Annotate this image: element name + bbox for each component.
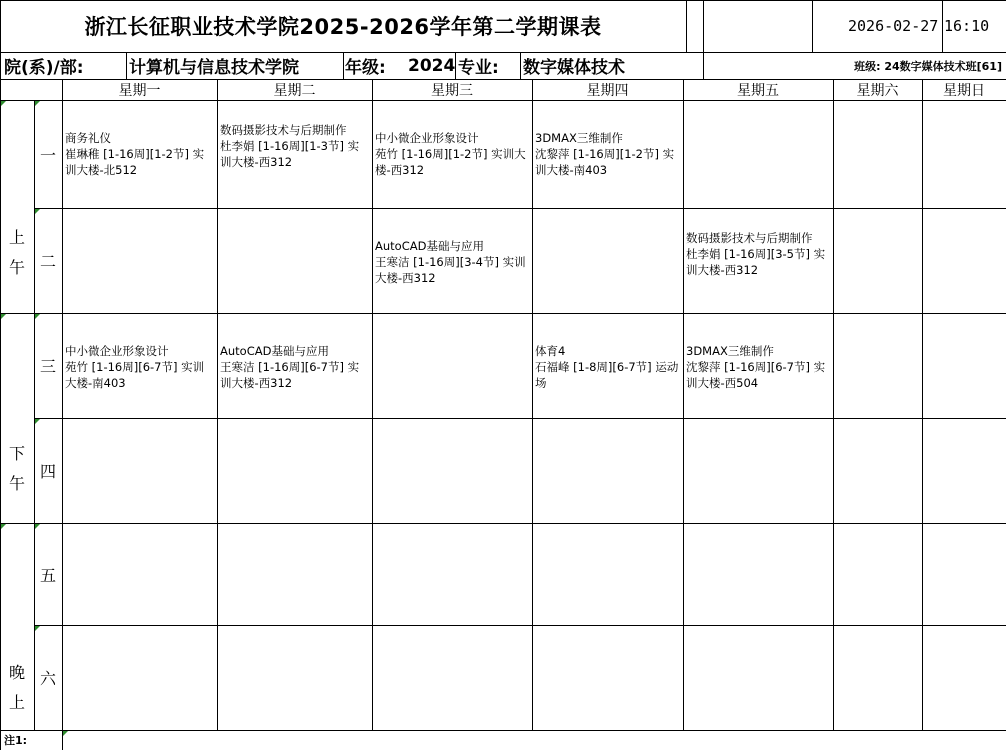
comment-marker <box>35 419 40 424</box>
day-header-tue: 星期二 <box>273 82 316 99</box>
course-cell-p1-tue: 数码摄影技术与后期制作 杜李娟 [1-16周][1-3节] 实训大楼-西312 <box>220 123 360 169</box>
grid-line <box>812 0 813 52</box>
grade-label: 年级: <box>345 58 386 78</box>
grid-line <box>703 0 704 79</box>
grid-line <box>455 52 456 79</box>
grid-line <box>34 100 35 730</box>
course-cell-p1-thu: 3DMAX三维制作 沈黎萍 [1-16周][1-2节] 实训大楼-南403 <box>535 131 675 177</box>
grid-line <box>0 52 1006 53</box>
grid-line <box>0 79 1006 80</box>
comment-marker <box>1 101 6 106</box>
comment-marker <box>35 524 40 529</box>
grid-line <box>0 0 1 750</box>
grid-line <box>686 0 687 52</box>
grid-line <box>942 0 943 52</box>
grid-line <box>922 79 923 730</box>
grid-line <box>126 52 127 79</box>
note-label: 注1: <box>4 734 28 747</box>
course-cell-p2-fri: 数码摄影技术与后期制作 杜李娟 [1-16周][3-5节] 实训大楼-西312 <box>686 231 826 277</box>
grid-line <box>0 100 1006 101</box>
day-header-sun: 星期日 <box>943 82 985 99</box>
course-cell-p3-mon: 中小微企业形象设计 苑竹 [1-16周][6-7节] 实训大楼-南403 <box>65 344 205 390</box>
grid-line <box>520 52 521 79</box>
comment-marker <box>1 524 6 529</box>
comment-marker <box>1 314 6 319</box>
segment-morning <box>0 208 34 298</box>
day-header-fri: 星期五 <box>737 82 779 99</box>
comment-marker <box>63 731 68 736</box>
course-cell-p2-wed: AutoCAD基础与应用 王寒洁 [1-16周][3-4节] 实训大楼-西312 <box>375 239 526 285</box>
page-title: 浙江长征职业技术学院2025-2026学年第二学期课表 <box>84 15 602 39</box>
grid-line <box>683 79 684 730</box>
day-header-sat: 星期六 <box>856 82 899 99</box>
segment-evening-char-2: 上 <box>8 693 25 712</box>
grid-line <box>34 208 1006 209</box>
grid-line <box>833 79 834 730</box>
period-label-3: 三 <box>39 357 56 376</box>
course-cell-p3-fri: 3DMAX三维制作 沈黎萍 [1-16周][6-7节] 实训大楼-西504 <box>686 344 826 390</box>
segment-evening <box>0 643 34 733</box>
grid-line <box>343 52 344 79</box>
segment-afternoon-char-1: 下 <box>8 444 25 463</box>
period-label-1: 一 <box>39 145 56 165</box>
day-header-thu: 星期四 <box>586 82 629 99</box>
grid-line <box>0 0 1006 1</box>
course-cell-p3-thu: 体育4 石福峰 [1-8周][6-7节] 运动场 <box>535 344 679 390</box>
class-info: 班级: 24数字媒体技术班[61] <box>854 59 1002 73</box>
print-date: 2026-02-27 <box>848 17 939 35</box>
day-header-mon: 星期一 <box>118 82 161 99</box>
major-value: 数字媒体技术 <box>523 58 625 78</box>
grid-line <box>217 79 218 730</box>
segment-afternoon <box>0 424 34 514</box>
comment-marker <box>35 209 40 214</box>
period-label-5: 五 <box>39 565 56 585</box>
period-label-2: 二 <box>39 252 56 271</box>
grid-line <box>0 313 1006 314</box>
grid-line <box>0 523 1006 524</box>
segment-afternoon-char-2: 午 <box>8 474 25 493</box>
grid-line <box>34 625 1006 626</box>
major-label: 专业: <box>458 58 499 78</box>
grid-line <box>532 79 533 730</box>
segment-morning-char-1: 上 <box>8 228 25 247</box>
segment-evening-char-1: 晚 <box>8 663 25 682</box>
course-cell-p1-mon: 商务礼仪 崔琳稚 [1-16周][1-2节] 实训大楼-北512 <box>65 131 205 177</box>
print-time: 16:10 <box>944 17 990 35</box>
grid-line <box>0 730 1006 731</box>
comment-marker <box>35 314 40 319</box>
dept-value: 计算机与信息技术学院 <box>129 58 299 78</box>
course-cell-p1-wed: 中小微企业形象设计 苑竹 [1-16周][1-2节] 实训大楼-西312 <box>375 131 526 177</box>
period-label-4: 四 <box>39 462 56 481</box>
day-header-wed: 星期三 <box>431 82 473 99</box>
comment-marker <box>35 101 40 106</box>
dept-label: 院(系)/部: <box>4 58 84 78</box>
period-label-6: 六 <box>39 669 56 688</box>
course-cell-p3-tue: AutoCAD基础与应用 王寒洁 [1-16周][6-7节] 实训大楼-西312 <box>220 344 360 390</box>
grid-line <box>372 79 373 730</box>
grid-line <box>62 79 63 750</box>
grid-line <box>34 418 1006 419</box>
comment-marker <box>35 626 40 631</box>
segment-morning-char-2: 午 <box>8 258 25 277</box>
grade-value: 2024 <box>408 55 456 76</box>
